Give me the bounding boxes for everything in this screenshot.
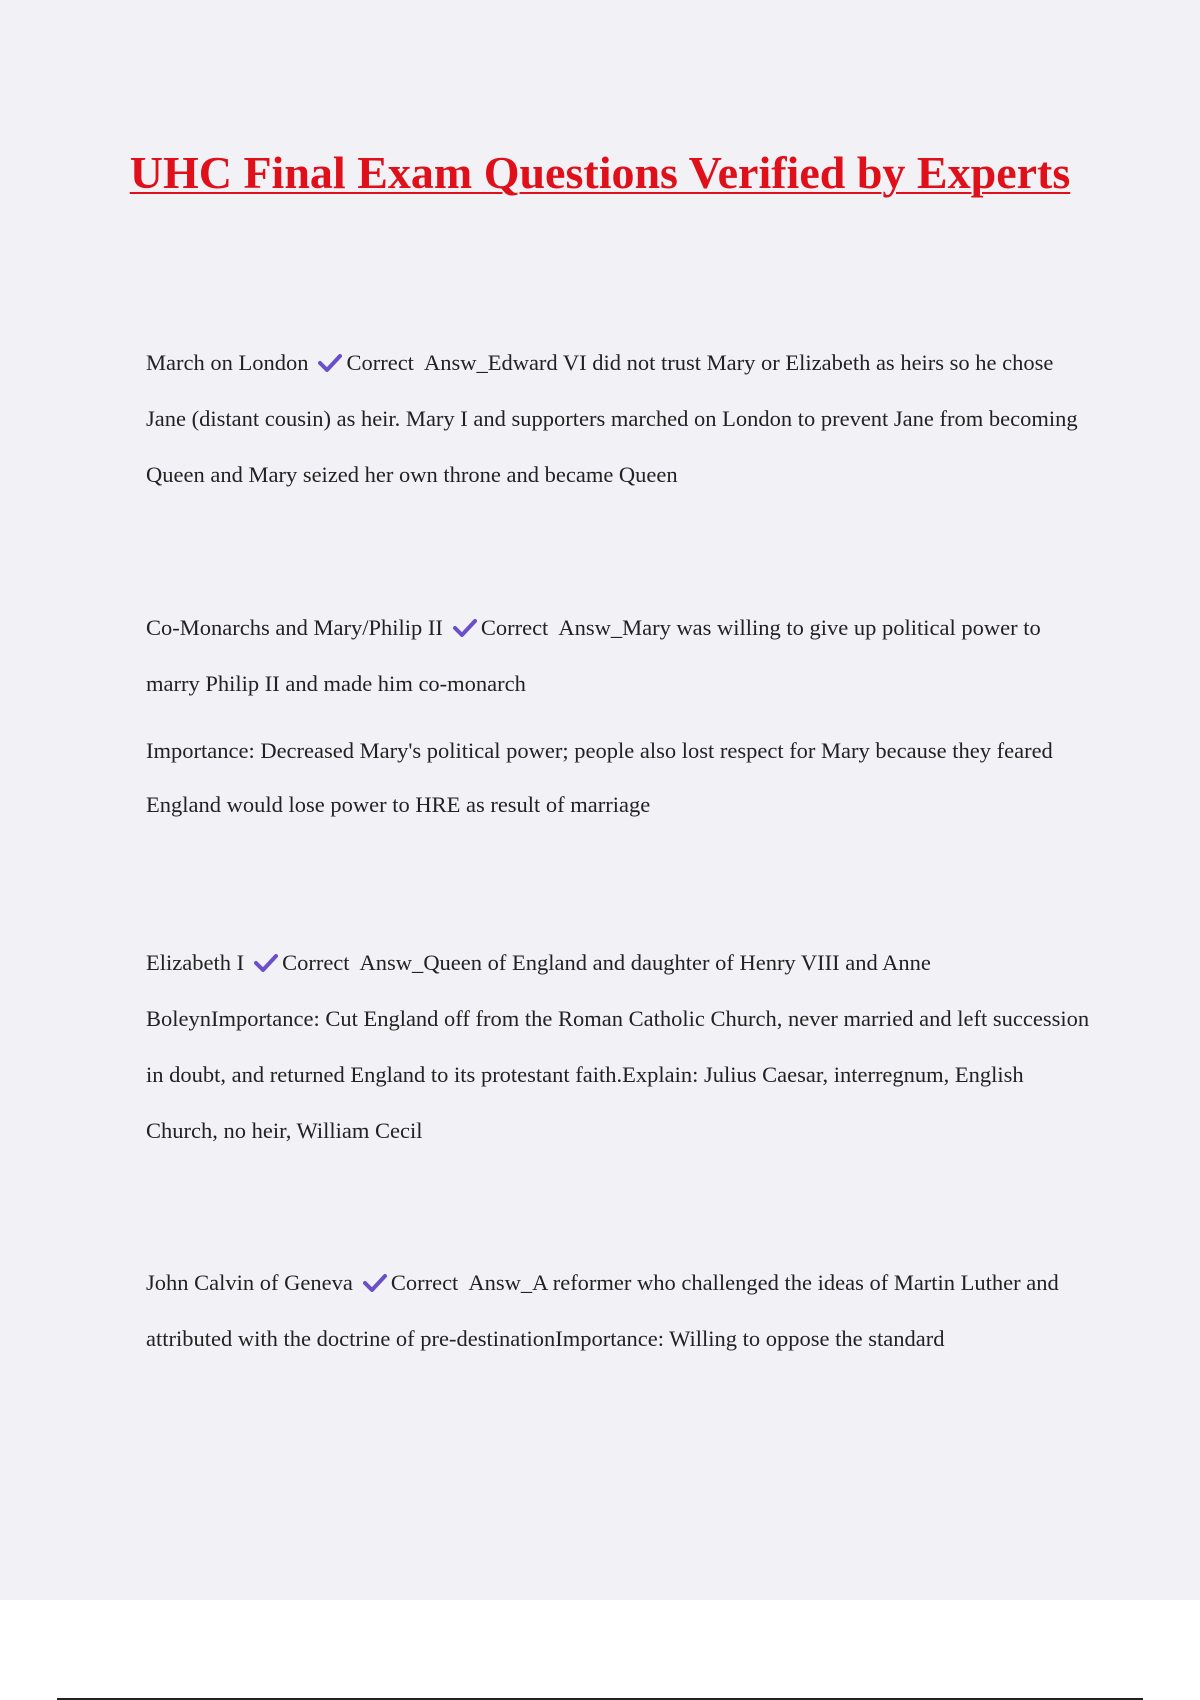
- qa-paragraph: [146, 600, 1096, 712]
- document-title: UHC Final Exam Questions Verified by Experts: [129, 147, 1071, 198]
- answer-text: Mary was willing to give up political power to marry Philip II and made him co-monarch: [146, 615, 1041, 696]
- qa-entry: [146, 335, 1096, 503]
- question-term: March on London: [146, 350, 309, 375]
- qa-entry: [146, 1255, 1096, 1367]
- page-footer: [0, 1600, 1200, 1700]
- qa-entry: [146, 935, 1096, 1159]
- answer-marker: Correct Answ_: [390, 1270, 533, 1295]
- answer-text: A reformer who challenged the ideas of Martin Luther and attributed with the doctrine of pre-destinationImportance: Willing to oppose the standard: [146, 1270, 1059, 1351]
- check-mark-icon: [254, 954, 278, 972]
- qa-paragraph: [146, 335, 1096, 503]
- qa-paragraph: [146, 1255, 1096, 1367]
- answer-text: Edward VI did not trust Mary or Elizabeth as heirs so he chose Jane (distant cousin) as heir. Mary I and supporters marched on London to prevent Jane from becoming Queen and Mary seized her own throne and became Queen: [146, 350, 1078, 487]
- answer-marker: Correct Answ_: [282, 950, 424, 975]
- question-term: Elizabeth I: [146, 950, 245, 975]
- check-mark-icon: [318, 354, 342, 372]
- answer-marker: Correct Answ_: [480, 615, 623, 640]
- question-term: John Calvin of Geneva: [146, 1270, 353, 1295]
- importance-paragraph: Importance: Decreased Mary's political power; people also lost respect for Mary because they feared England would lose power to HRE as result of marriage: [146, 738, 1053, 817]
- check-mark-icon: [453, 619, 477, 637]
- qa-entry: [146, 600, 1096, 832]
- question-term: Co-Monarchs and Mary/Philip II: [146, 615, 443, 640]
- check-mark-icon: [363, 1274, 387, 1292]
- qa-paragraph: [146, 935, 1096, 1159]
- answer-marker: Correct Answ_: [346, 350, 488, 375]
- answer-text: Queen of England and daughter of Henry VIII and Anne BoleynImportance: Cut England off from the Roman Catholic Church, never married and left succession in doubt, and returned England to its protestant faith.Explain: Julius Caesar, interregnum, English Church, no heir, William Cecil: [146, 950, 1090, 1143]
